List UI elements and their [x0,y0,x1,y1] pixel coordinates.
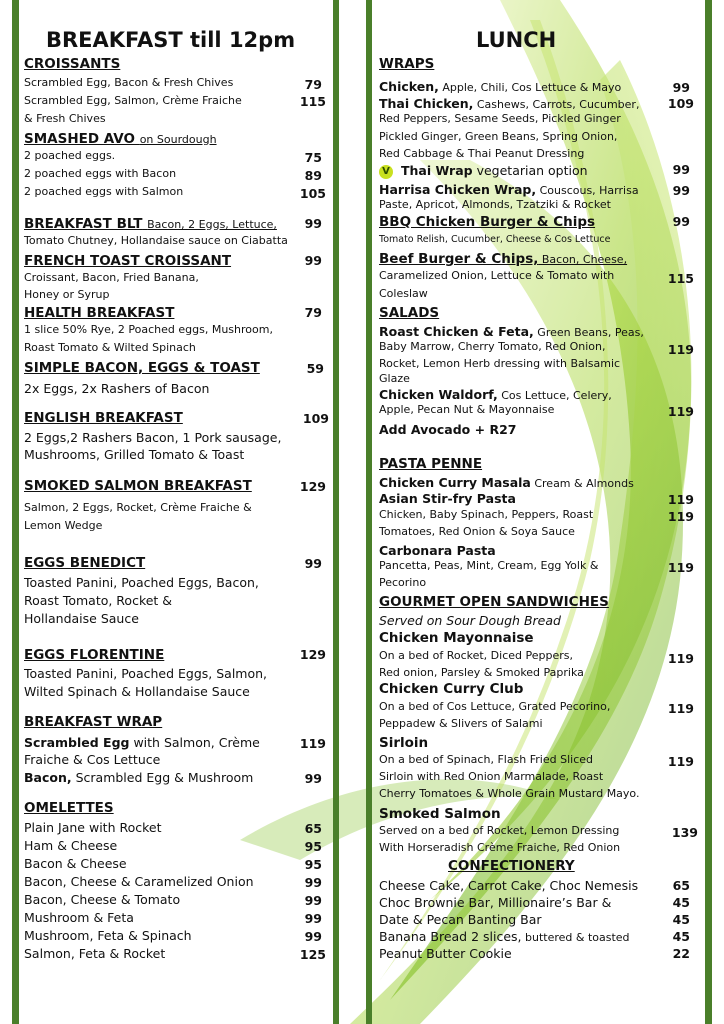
menu-item-line: Fraiche & Cos Lettuce [24,752,161,767]
sandwiches-sub: Served on Sour Dough Bread [379,613,561,628]
omelettes-heading: OMELETTES [24,800,114,816]
menu-price: 119 [667,492,694,507]
croissants-heading: CROISSANTS [24,56,121,72]
menu-item-line: Coleslaw [379,287,428,300]
menu-item: V Thai Wrap vegetarian option [379,163,588,179]
breakfast-title: BREAKFAST till 12pm [46,28,296,52]
menu-price: 99 [672,183,690,198]
menu-price: 125 [299,947,326,962]
menu-price: 79 [304,77,322,92]
menu-item: Choc Brownie Bar, Millionaire’s Bar & [379,895,612,910]
menu-item-line: Red onion, Parsley & Smoked Paprika [379,666,584,679]
menu-item-line: Red Cabbage & Thai Peanut Dressing [379,147,585,160]
smoked-salmon-heading: SMOKED SALMON BREAKFAST [24,478,252,494]
menu-price: 99 [304,893,322,908]
vegetarian-icon: V [379,165,393,179]
menu-item: Bacon, Scrambled Egg & Mushroom [24,770,254,785]
menu-price: 65 [304,821,322,836]
menu-item-line: Tomato Relish, Cucumber, Cheese & Cos Lettuce [379,234,611,245]
menu-price: 95 [304,857,322,872]
breakfast-column [22,0,330,1024]
menu-item-line: Chicken, Baby Spinach, Peppers, Roast [379,508,594,521]
menu-price: 109 [302,411,329,426]
menu-price: 99 [304,771,322,786]
menu-item: Cheese Cake, Carrot Cake, Choc Nemesis [379,878,639,893]
menu-item-line: Lemon Wedge [24,519,103,532]
blt-heading: BREAKFAST BLT Bacon, 2 Eggs, Lettuce, [24,216,277,232]
benedict-heading: EGGS BENEDICT [24,555,146,571]
menu-item: Salmon, Feta & Rocket [24,946,166,961]
menu-price: 119 [667,342,694,357]
lunch-column [378,0,698,1024]
menu-item: Sirloin [379,735,429,751]
menu-item: 2 poached eggs with Salmon [24,185,184,198]
wraps-heading: WRAPS [379,56,435,72]
menu-item: Scrambled Egg, Bacon & Fresh Chives [24,76,234,89]
menu-item-line: Toasted Panini, Poached Eggs, Bacon, [24,575,259,590]
menu-item: Bacon & Cheese [24,856,127,871]
frame-border-mid-left [333,0,339,1024]
menu-item: Banana Bread 2 slices, buttered & toasted [379,929,630,944]
menu-price: 99 [304,253,322,268]
menu-price: 22 [672,946,690,961]
pasta-heading: PASTA PENNE [379,456,483,472]
menu-price: 129 [299,479,326,494]
menu-item-line: On a bed of Rocket, Diced Peppers, [379,649,573,662]
menu-item-line: Served on a bed of Rocket, Lemon Dressing [379,824,620,837]
menu-price: 65 [672,878,690,893]
bbq-burger-heading: BBQ Chicken Burger & Chips [379,214,596,230]
frame-border-mid-right [366,0,372,1024]
menu-price: 95 [304,839,322,854]
menu-item-line: On a bed of Spinach, Flash Fried Sliced [379,753,594,766]
menu-price: 89 [304,168,322,183]
menu-item-line: Hollandaise Sauce [24,611,139,626]
menu-item-line: Roast Tomato & Wilted Spinach [24,341,196,354]
menu-item: Roast Chicken & Feta, Green Beans, Peas, [379,324,644,339]
menu-item: Asian Stir-fry Pasta [379,491,516,506]
menu-item: Mushroom, Feta & Spinach [24,928,192,943]
menu-item: Chicken Waldorf, Cos Lettuce, Celery, [379,387,612,402]
menu-item-line: Glaze [379,372,410,385]
menu-price: 115 [667,271,694,286]
menu-item: Bacon, Cheese & Caramelized Onion [24,874,254,889]
menu-price: 129 [299,647,326,662]
menu-item-line: Apple, Pecan Nut & Mayonnaise [379,403,555,416]
menu-item: Mushroom & Feta [24,910,134,925]
menu-price: 119 [667,509,694,524]
beef-burger-heading: Beef Burger & Chips, Bacon, Cheese, [379,251,628,267]
menu-price: 99 [304,929,322,944]
menu-item-line: Rocket, Lemon Herb dressing with Balsamic [379,357,621,370]
menu-item-line: Honey or Syrup [24,288,110,301]
menu-item: 2 poached eggs. [24,149,116,162]
menu-item-line: Tomato Chutney, Hollandaise sauce on Ciabatta [24,234,288,247]
breakfast-wrap-heading: BREAKFAST WRAP [24,714,163,730]
menu-item-line: Wilted Spinach & Hollandaise Sauce [24,684,250,699]
menu-item-line: Baby Marrow, Cherry Tomato, Red Onion, [379,340,606,353]
salads-heading: SALADS [379,305,440,321]
menu-price: 99 [672,162,690,177]
menu-price: 45 [672,895,690,910]
menu-item: Carbonara Pasta [379,543,496,558]
menu-price: 99 [304,911,322,926]
menu-item: Peanut Butter Cookie [379,946,512,961]
menu-item-line: 2 Eggs,2 Rashers Bacon, 1 Pork sausage, [24,430,282,445]
menu-item: Scrambled Egg, Salmon, Crème Fraiche [24,94,242,107]
menu-price: 119 [667,754,694,769]
menu-item-line: Red Peppers, Sesame Seeds, Pickled Ginger [379,112,621,125]
menu-price: 119 [667,651,694,666]
menu-price: 79 [304,305,322,320]
menu-item-line: Peppadew & Slivers of Salami [379,717,543,730]
menu-price: 99 [304,875,322,890]
menu-item-line: On a bed of Cos Lettuce, Grated Pecorino, [379,700,611,713]
menu-price: 45 [672,912,690,927]
menu-item: Scrambled Egg with Salmon, Crème [24,735,260,750]
menu-price: 119 [667,701,694,716]
menu-item: Chicken, Apple, Chili, Cos Lettuce & Mayo [379,79,622,94]
simple-heading: SIMPLE BACON, EGGS & TOAST [24,360,260,376]
menu-price: 119 [299,736,326,751]
menu-item: Date & Pecan Banting Bar [379,912,542,927]
menu-price: 109 [667,96,694,111]
lunch-title: LUNCH [476,28,557,52]
menu-item-line: Mushrooms, Grilled Tomato & Toast [24,447,245,462]
menu-price: 45 [672,929,690,944]
menu-item: Chicken Curry Club [379,681,524,697]
frame-border-right [705,0,712,1024]
sandwiches-heading: GOURMET OPEN SANDWICHES [379,594,609,610]
menu-price: 99 [304,216,322,231]
menu-item-line: Cherry Tomatoes & Whole Grain Mustard Mayo. [379,787,640,800]
menu-item-line: 2x Eggs, 2x Rashers of Bacon [24,381,210,396]
florentine-heading: EGGS FLORENTINE [24,647,165,663]
menu-price: 75 [304,150,322,165]
menu-item-line: Pickled Ginger, Green Beans, Spring Onion, [379,130,618,143]
menu-item-line: With Horseradish Crème Fraiche, Red Onion [379,841,621,854]
menu-price: 105 [299,186,326,201]
menu-item-line: Salmon, 2 Eggs, Rocket, Crème Fraiche & [24,501,252,514]
menu-item-line: Toasted Panini, Poached Eggs, Salmon, [24,666,268,681]
menu-item: Ham & Cheese [24,838,118,853]
menu-item: Chicken Curry Masala Cream & Almonds [379,475,634,490]
add-avocado-note: Add Avocado + R27 [379,422,517,437]
menu-item-line: Caramelized Onion, Lettuce & Tomato with [379,269,615,282]
menu-item: Smoked Salmon [379,806,501,822]
menu-price: 99 [672,214,690,229]
menu-item: Plain Jane with Rocket [24,820,162,835]
menu-item-line: & Fresh Chives [24,112,106,125]
menu-price: 59 [306,361,324,376]
frame-border-left [12,0,19,1024]
menu-price: 115 [299,94,326,109]
menu-item: Chicken Mayonnaise [379,630,534,646]
menu-price: 119 [667,560,694,575]
menu-item-line: Pecorino [379,576,427,589]
menu-price: 99 [672,80,690,95]
menu-price: 119 [667,404,694,419]
health-heading: HEALTH BREAKFAST [24,305,175,321]
menu-item-line: Pancetta, Peas, Mint, Cream, Egg Yolk & [379,559,599,572]
english-heading: ENGLISH BREAKFAST [24,410,183,426]
menu-price: 139 [671,825,698,840]
confectionery-heading: CONFECTIONERY [448,858,575,874]
menu-item-line: 1 slice 50% Rye, 2 Poached eggs, Mushroom, [24,323,273,336]
french-toast-heading: FRENCH TOAST CROISSANT [24,253,232,269]
menu-item: Thai Chicken, Cashews, Carrots, Cucumber, [379,96,640,111]
smashed-avo-sub: on Sourdough [139,133,217,146]
menu-item-line: Sirloin with Red Onion Marmalade, Roast [379,770,604,783]
menu-item-line: Paste, Apricot, Almonds, Tzatziki & Rocket [379,198,611,211]
menu-item: 2 poached eggs with Bacon [24,167,177,180]
menu-item-line: Tomatoes, Red Onion & Soya Sauce [379,525,575,538]
menu-item-line: Croissant, Bacon, Fried Banana, [24,271,199,284]
menu-item: Harrisa Chicken Wrap, Couscous, Harrisa [379,182,639,197]
menu-item: Bacon, Cheese & Tomato [24,892,181,907]
menu-item-line: Roast Tomato, Rocket & [24,593,173,608]
menu-price: 99 [304,556,322,571]
smashed-avo-heading: SMASHED AVO on Sourdough [24,131,217,147]
